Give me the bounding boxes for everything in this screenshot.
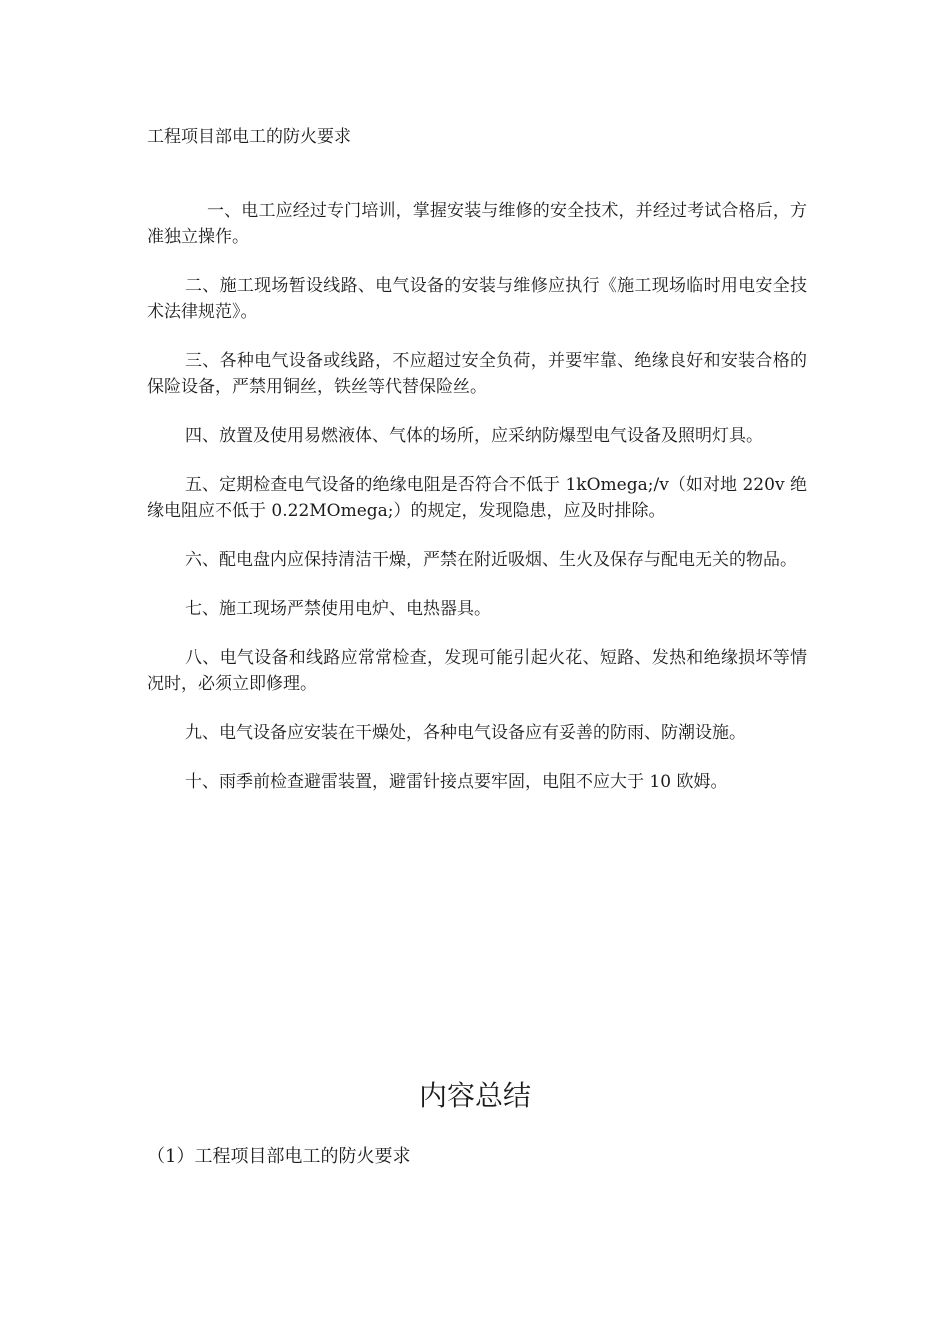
summary-item: （1）工程项目部电工的防火要求: [147, 1146, 411, 1167]
paragraph-1: 一、电工应经过专门培训，掌握安装与维修的安全技术，并经过考试合格后，方准独立操作。: [147, 201, 807, 247]
paragraph-10: 十、雨季前检查避雷装置，避雷针接点要牢固，电阻不应大于 10 欧姆。: [185, 772, 728, 792]
document-body: [147, 198, 807, 818]
summary-heading: 内容总结: [418, 1079, 531, 1112]
paragraph-5: 五、定期检查电气设备的绝缘电阻是否符合不低于 1kOmega;/v（如对地 220v 绝缘电阻应不低于 0.22MOmega;）的规定，发现隐患，应及时排除。: [147, 475, 807, 521]
paragraph-4: 四、放置及使用易燃液体、气体的场所，应采纳防爆型电气设备及照明灯具。: [185, 426, 763, 446]
paragraph-3: 三、各种电气设备或线路，不应超过安全负荷，并要牢靠、绝缘良好和安装合格的保险设备，严禁用铜丝，铁丝等代替保险丝。: [147, 351, 807, 397]
paragraph-6: 六、配电盘内应保持清洁干燥，严禁在附近吸烟、生火及保存与配电无关的物品。: [185, 550, 797, 570]
paragraph-2: 二、施工现场暂设线路、电气设备的安装与维修应执行《施工现场临时用电安全技术法律规范》。: [147, 276, 807, 322]
paragraph-9: 九、电气设备应安装在干燥处，各种电气设备应有妥善的防雨、防潮设施。: [185, 723, 746, 743]
paragraph-7: 七、施工现场严禁使用电炉、电热器具。: [185, 599, 491, 619]
paragraph-8: 八、电气设备和线路应常常检查，发现可能引起火花、短路、发热和绝缘损坏等情况时，必须立即修理。: [147, 648, 807, 694]
document-title: 工程项目部电工的防火要求: [147, 127, 351, 147]
